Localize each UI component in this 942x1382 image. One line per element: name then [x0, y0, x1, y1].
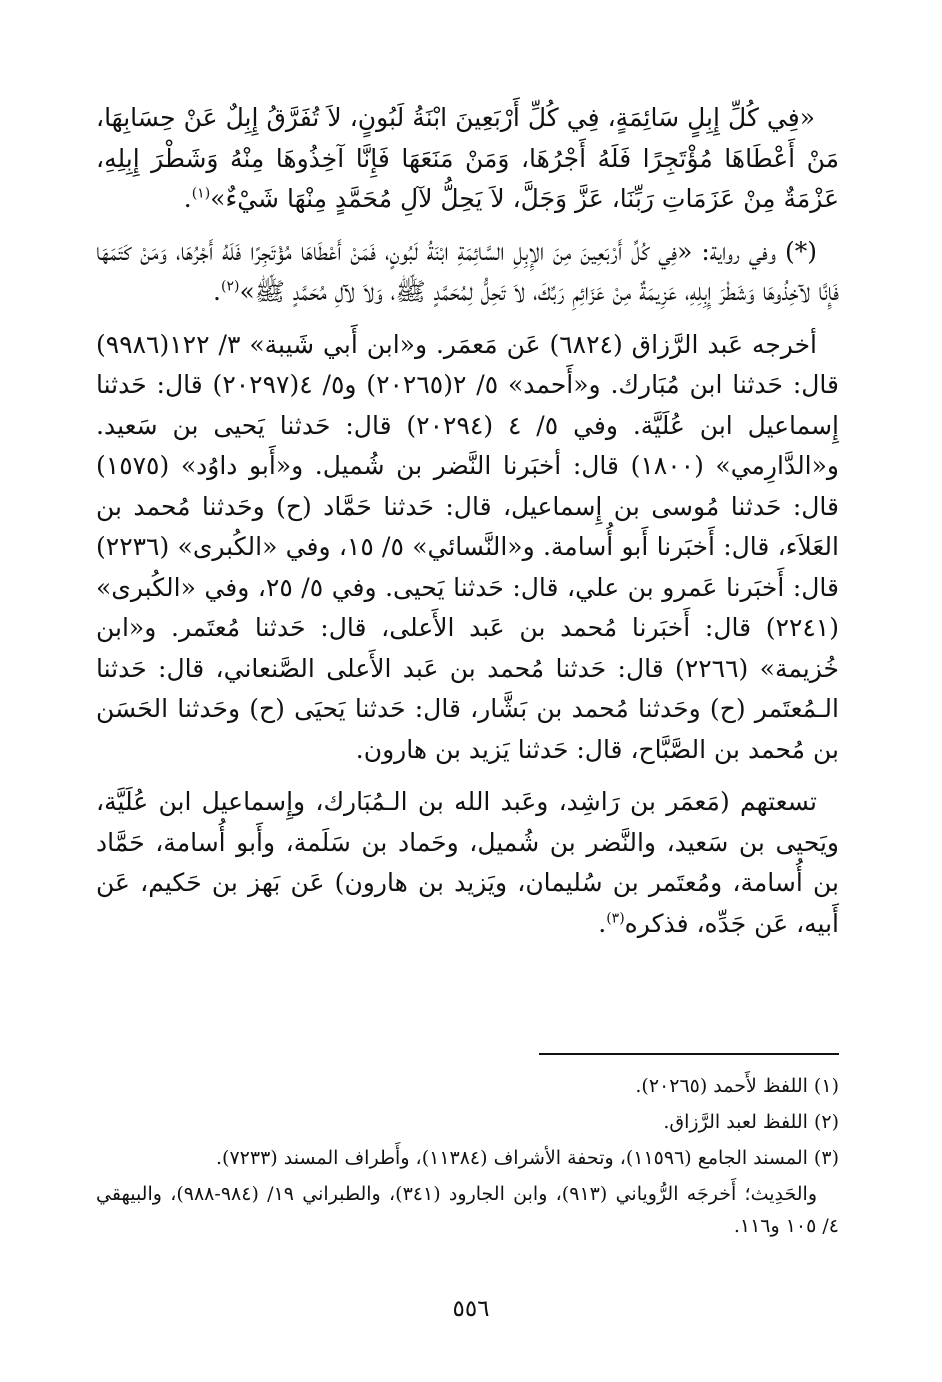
- narrators-paragraph: [96, 782, 839, 944]
- footnote-3: (٣) المسند الجامع (١١٥٩٦)، وتحفة الأشراف (١١٣٨٤)، وأَطراف المسند (٧٢٣٣).: [216, 1147, 839, 1169]
- page-number: ٥٥٦: [452, 1296, 490, 1322]
- hadith-paragraph: [96, 98, 839, 220]
- footnote-ref-2: (٢): [221, 278, 240, 295]
- variant-text: (*) وفي رواية: «فِي كُلِّ أَرْبَعِينَ مِنَ الإِبِلِ السَّائِمَةِ ابْنَةُ لَبُونٍ، فَمَنْ أَعْطَاهَا مُؤْتَجِرًا فَلَهُ أَجْرُهَا، وَمَنْ كَتَمَهَا فَإِنَّا لآخِذُوهَا وَشَطْرَ إِبِلِهِ، عَزِيمَةٌ مِنْ عَزَائِمِ رَبِّكَ، لاَ تَحِلُّ لِمُحَمَّدٍ ﷺ، وَلاَ لآلِ مُحَمَّدٍ ﷺ»: [96, 236, 839, 306]
- footnote-separator: [539, 1053, 839, 1055]
- footnote-2: (٢) اللفظ لعبد الرَّزاق.: [663, 1111, 839, 1133]
- takhrij-paragraph: أخرجه عَبد الرَّزاق (٦٨٢٤) عَن مَعمَر. و«ابن أَبي شَيبة» ٣/ ١٢٢(٩٩٨٦) قال: حَدثنا ابن مُبَارك. و«أَحمد» ٥/ ٢(٢٠٢٦٥) و٥/ ٤(٢٠٢٩٧) قال: حَدثنا إِسماعيل ابن عُلَيَّة. وفي ٥/ ٤ (٢٠٢٩٤) قال: حَدثنا يَحيى بن سَعيد. و«الدَّارِمي» (١٨٠٠) قال: أخبَرنا النَّضر بن شُميل. و«أَبو داوُد» (١٥٧٥) قال: حَدثنا مُوسى بن إِسماعيل، قال: حَدثنا حَمَّاد (ح) وحَدثنا مُحمد بن العَلاَء، قال: أَخبَرنا أَبو أُسامة. و«النَّسائي» ٥/ ١٥، وفي «الكُبرى» (٢٢٣٦) قال: أَخبَرنا عَمرو بن علي، قال: حَدثنا يَحيى. وفي ٥/ ٢٥، وفي «الكُبرى» (٢٢٤١) قال: أَخبَرنا مُحمد بن عَبد الأَعلى، قال: حَدثنا مُعتَمر. و«ابن خُزيمة» (٢٢٦٦) قال: حَدثنا مُحمد بن عَبد الأَعلى الصَّنعاني، قال: حَدثنا الـمُعتَمر (ح) وحَدثنا مُحمد بن بَشَّار، قال: حَدثنا يَحيَى (ح) وحَدثنا الحَسَن بن مُحمد بن الصَّبَّاح، قال: حَدثنا يَزيد بن هارون.: [96, 329, 840, 764]
- variant-paragraph: [96, 232, 839, 313]
- footnote-ref-3: (٣): [606, 910, 625, 927]
- punctuation: .: [213, 277, 221, 306]
- main-text: [96, 98, 839, 956]
- punctuation: .: [598, 908, 607, 938]
- footnote-ref-1: (١): [191, 185, 211, 202]
- footnote-1: (١) اللفظ لأَحمد (٢٠٢٦٥).: [635, 1075, 839, 1097]
- footnotes: [96, 1070, 839, 1246]
- footnote-3-continuation: والحَدِيث؛ أَخرجَه الرُّوياني (٩١٣)، وابن الجارود (٣٤١)، والطبراني ١٩/ (٩٨٤-٩٨٨)، والبيهقي ٤/ ١٠٥ و١١٦.: [96, 1183, 839, 1237]
- punctuation: .: [183, 184, 192, 213]
- narrators-text: تسعتهم (مَعمَر بن رَاشِد، وعَبد الله بن الـمُبَارك، وإِسماعيل ابن عُلَيَّة، ويَحيى بن سَعيد، والنَّضر بن شُميل، وحَماد بن سَلَمة، وأَبو أُسامة، حَمَّاد بن أُسامة، ومُعتَمر بن سُليمان، ويَزيد بن هارون) عَن بَهز بن حَكيم، عَن أَبيه، عَن جَدِّه، فذكره: [96, 787, 839, 938]
- hadith-text: «فِي كُلِّ إِبِلٍ سَائِمَةٍ، فِي كُلِّ أَرْبَعِينَ ابْنَةُ لَبُونٍ، لاَ تُفَرَّقُ إِبِلٌ عَنْ حِسَابِهَا، مَنْ أَعْطَاهَا مُؤْتَجِرًا فَلَهُ أَجْرُهَا، وَمَنْ مَنَعَهَا فَإِنَّا آخِذُوهَا مِنْهُ وَشَطْرَ إِبِلِهِ، عَزْمَةٌ مِنْ عَزَمَاتِ رَبِّنَا، عَزَّ وَجَلَّ، لاَ يَحِلُّ لآلِ مُحَمَّدٍ مِنْهَا شَيْءٌ»: [96, 103, 839, 213]
